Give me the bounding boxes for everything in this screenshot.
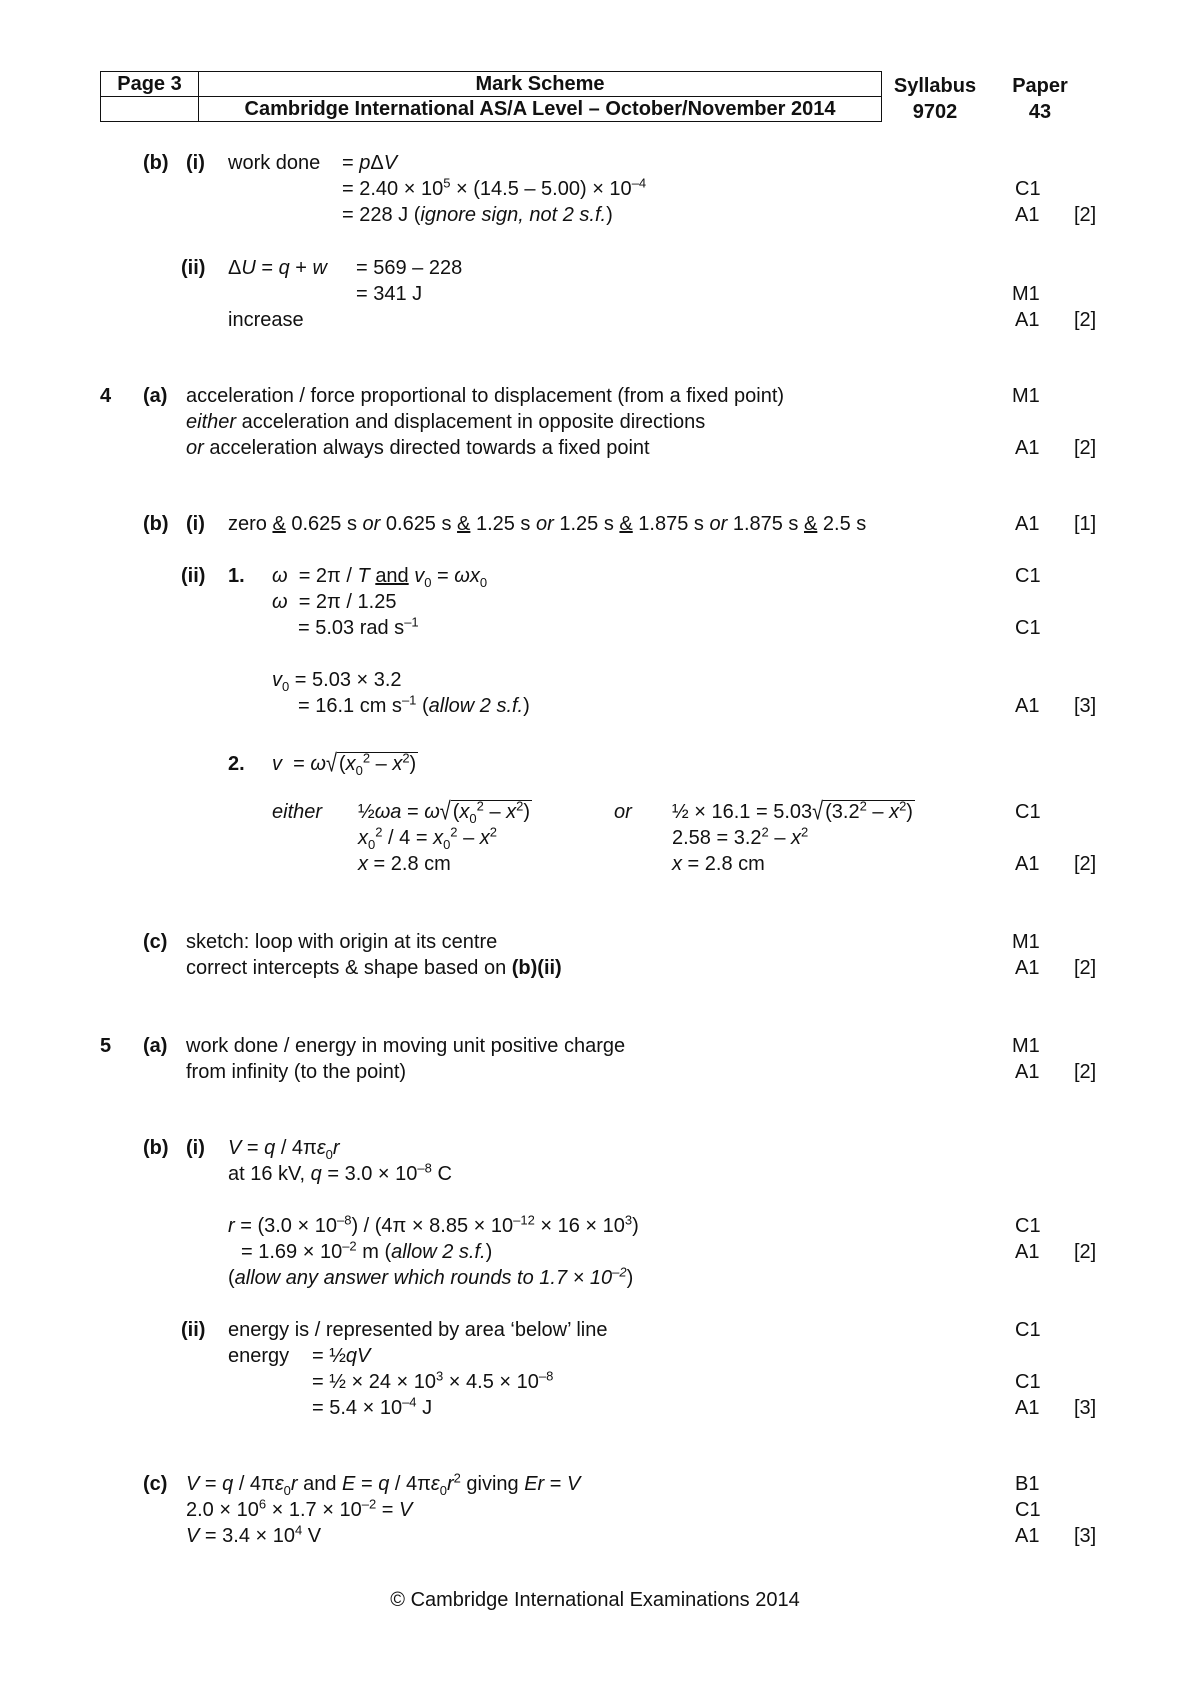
q3bii-line3: increase bbox=[228, 309, 304, 331]
q5bii-label: (ii) bbox=[181, 1319, 206, 1341]
q4a-line2: either acceleration and displacement in opposite directions bbox=[186, 411, 706, 433]
q5c-mark2: C1 bbox=[1015, 1499, 1041, 1521]
q5bi-mark1: C1 bbox=[1015, 1215, 1041, 1237]
q4bii2-mark2: A1 bbox=[1015, 853, 1040, 875]
q5a-line1: work done / energy in moving unit positive charge bbox=[186, 1035, 626, 1057]
q3bi-label: (i) bbox=[186, 152, 205, 174]
q4bii2-either: either bbox=[272, 801, 323, 823]
q5a-mark2: A1 bbox=[1015, 1061, 1040, 1083]
syllabus-col bbox=[885, 73, 985, 125]
q4bi-total: [1] bbox=[1074, 513, 1097, 535]
q4a-total: [2] bbox=[1074, 437, 1097, 459]
q5a-mark1: M1 bbox=[1012, 1035, 1040, 1057]
q5bi-line2: at 16 kV, $q = 3.0 \times 10^{-8}$ C bbox=[228, 1160, 452, 1185]
q3bi-mark2: A1 bbox=[1015, 204, 1040, 226]
q4bii1-label: 1. bbox=[228, 565, 245, 587]
q4bii1-line3: = 5.03 rad $s^{-1}$ bbox=[298, 614, 419, 639]
header-table bbox=[100, 71, 882, 122]
q5c-line2: $2.0 \times 10^6 \times 1.7 \times 10^{-2} = V$ bbox=[186, 1496, 413, 1521]
q4bii2-or-l3: x = 2.8 cm bbox=[672, 853, 765, 875]
page-label: Page 3 bbox=[101, 72, 199, 97]
q4c-line2: correct intercepts & shape based on (b)(ii) bbox=[186, 957, 562, 979]
q4a-label: (a) bbox=[143, 385, 168, 407]
q4bii1-line2: ω = 2π / 1.25 bbox=[272, 591, 397, 613]
q3bii-mark1: M1 bbox=[1012, 283, 1040, 305]
q4bi-mark: A1 bbox=[1015, 513, 1040, 535]
q3bi-line1: work done bbox=[228, 152, 321, 174]
q4bii2-either-l1: ½ωa = ω√ $(x_0^2 - x^2)$ bbox=[358, 798, 531, 826]
q4bii1-mark3: A1 bbox=[1015, 695, 1040, 717]
q4b-label: (b) bbox=[143, 513, 169, 535]
q3bii-mark2: A1 bbox=[1015, 309, 1040, 331]
syllabus-label: Syllabus bbox=[893, 75, 977, 97]
q4bi-line: zero & 0.625 s or 0.625 s & 1.25 s or 1.25 s & 1.875 s or 1.875 s & 2.5 s bbox=[228, 513, 867, 535]
q5-number: 5 bbox=[100, 1035, 112, 1057]
q3b-label: (b) bbox=[143, 152, 169, 174]
q5bii-line4: = $5.4 \times 10^{-4}$ J bbox=[312, 1394, 433, 1419]
q5bi-line3: $r = (3.0 \times 10^{-8}) / (4\pi \times 8.85 \times 10^{-12} \times 16 \times 10^3)$ bbox=[228, 1212, 639, 1237]
q3bi-line2: = $2.40 \times 10^5 \times (14.5 - 5.00) \times 10^{-4}$ bbox=[342, 175, 647, 200]
q4bii2-either-l2: $x_0^2 / 4 = x_0^2 - x^2$ bbox=[358, 824, 498, 852]
q5bi-line4: = $1.69 \times 10^{-2}$ m (allow 2 s.f.) bbox=[241, 1238, 493, 1263]
q4c-mark2: A1 bbox=[1015, 957, 1040, 979]
q4bii2-either-l3: x = 2.8 cm bbox=[358, 853, 451, 875]
q4-number: 4 bbox=[100, 385, 112, 407]
q4c-line1: sketch: loop with origin at its centre bbox=[186, 931, 498, 953]
q4c-label: (c) bbox=[143, 931, 168, 953]
q4bii1-total: [3] bbox=[1074, 695, 1097, 717]
paper-col bbox=[1000, 73, 1080, 125]
q4bii1-line5: = 16.1 cm $s^{-1}$ (allow 2 s.f.) bbox=[298, 692, 530, 717]
q5bi-line1: $V = q / 4\pi\varepsilon_0r$ bbox=[228, 1137, 340, 1162]
q5bii-line3: = ½ × $24 \times 10^3 \times 4.5 \times 10^{-8}$ bbox=[312, 1368, 554, 1393]
footer-copyright: © Cambridge International Examinations 2014 bbox=[390, 1589, 800, 1611]
q3bii-total: [2] bbox=[1074, 309, 1097, 331]
q3bii-line2: = 341 J bbox=[356, 283, 423, 305]
q5bii-line2-rhs: = ½qV bbox=[312, 1345, 371, 1367]
q4bii1-line1: ω = 2π / T and $v_0 = \omega x_0$ bbox=[272, 565, 488, 590]
q5c-line3: $V = 3.4 \times 10^4$ V bbox=[186, 1522, 322, 1547]
q4bii2-or-l1: ½ × 16.1 = 5.03√ $(3.2^2 - x^2)$ bbox=[672, 798, 913, 826]
q3bi-line1-eq: = pΔV bbox=[342, 152, 398, 174]
q4a-mark2: A1 bbox=[1015, 437, 1040, 459]
q5bii-mark3: A1 bbox=[1015, 1397, 1040, 1419]
q4bii2-total: [2] bbox=[1074, 853, 1097, 875]
q5c-line1: $V = q / 4\pi\varepsilon_0r$ and $E = q / 4\pi\varepsilon_0r^2$ giving Er = V bbox=[186, 1470, 581, 1498]
q4bii1-mark1: C1 bbox=[1015, 565, 1041, 587]
q4a-line3: or acceleration always directed towards a fixed point bbox=[186, 437, 650, 459]
q4bi-label: (i) bbox=[186, 513, 205, 535]
q4bii1-line4: $v_0 = 5.03 \times 3.2$ bbox=[272, 669, 402, 694]
q5bii-line1: energy is / represented by area ‘below’ line bbox=[228, 1319, 608, 1341]
q4bii2-or: or bbox=[614, 801, 632, 823]
q3bii-line1-rhs: = 569 – 228 bbox=[356, 257, 463, 279]
q5b-label: (b) bbox=[143, 1137, 169, 1159]
q5bii-mark1: C1 bbox=[1015, 1319, 1041, 1341]
header-title: Mark Scheme bbox=[199, 72, 882, 97]
q4a-line1: acceleration / force proportional to displacement (from a fixed point) bbox=[186, 385, 785, 407]
q5bi-total: [2] bbox=[1074, 1241, 1097, 1263]
paper-label: Paper bbox=[1012, 75, 1068, 97]
q5bi-line5: (allow any answer which rounds to $1.7 \times 10^{-2}$) bbox=[228, 1264, 634, 1289]
q3bii-label: (ii) bbox=[181, 257, 206, 279]
q5a-total: [2] bbox=[1074, 1061, 1097, 1083]
q5bii-mark2: C1 bbox=[1015, 1371, 1041, 1393]
q5bii-total: [3] bbox=[1074, 1397, 1097, 1419]
q5c-label: (c) bbox=[143, 1473, 168, 1495]
q4bii2-line1: v = ω√ $(x_0^2 - x^2)$ bbox=[272, 750, 417, 778]
q4bii-label: (ii) bbox=[181, 565, 206, 587]
q5c-mark3: A1 bbox=[1015, 1525, 1040, 1547]
q3bii-line1-lhs: ΔU = q + w bbox=[228, 257, 327, 279]
q3bi-line3: = 228 J (ignore sign, not 2 s.f.) bbox=[342, 204, 613, 226]
q4c-total: [2] bbox=[1074, 957, 1097, 979]
q4bii2-label: 2. bbox=[228, 753, 245, 775]
q3bi-total: [2] bbox=[1074, 204, 1097, 226]
q5c-total: [3] bbox=[1074, 1525, 1097, 1547]
q4bii2-mark1: C1 bbox=[1015, 801, 1041, 823]
q3bi-mark1: C1 bbox=[1015, 178, 1041, 200]
q4bii1-mark2: C1 bbox=[1015, 617, 1041, 639]
q4a-mark1: M1 bbox=[1012, 385, 1040, 407]
q5a-line2: from infinity (to the point) bbox=[186, 1061, 407, 1083]
q5bi-mark2: A1 bbox=[1015, 1241, 1040, 1263]
q5c-mark1: B1 bbox=[1015, 1473, 1040, 1495]
paper-value: 43 bbox=[1028, 101, 1052, 123]
q5a-label: (a) bbox=[143, 1035, 168, 1057]
syllabus-value: 9702 bbox=[912, 101, 958, 123]
q5bii-line2-lhs: energy bbox=[228, 1345, 290, 1367]
q5bi-label: (i) bbox=[186, 1137, 205, 1159]
q4bii2-or-l2: $2.58 = 3.2^2 - x^2$ bbox=[672, 824, 809, 849]
q4c-mark1: M1 bbox=[1012, 931, 1040, 953]
header-subtitle: Cambridge International AS/A Level – October/November 2014 bbox=[199, 97, 882, 122]
